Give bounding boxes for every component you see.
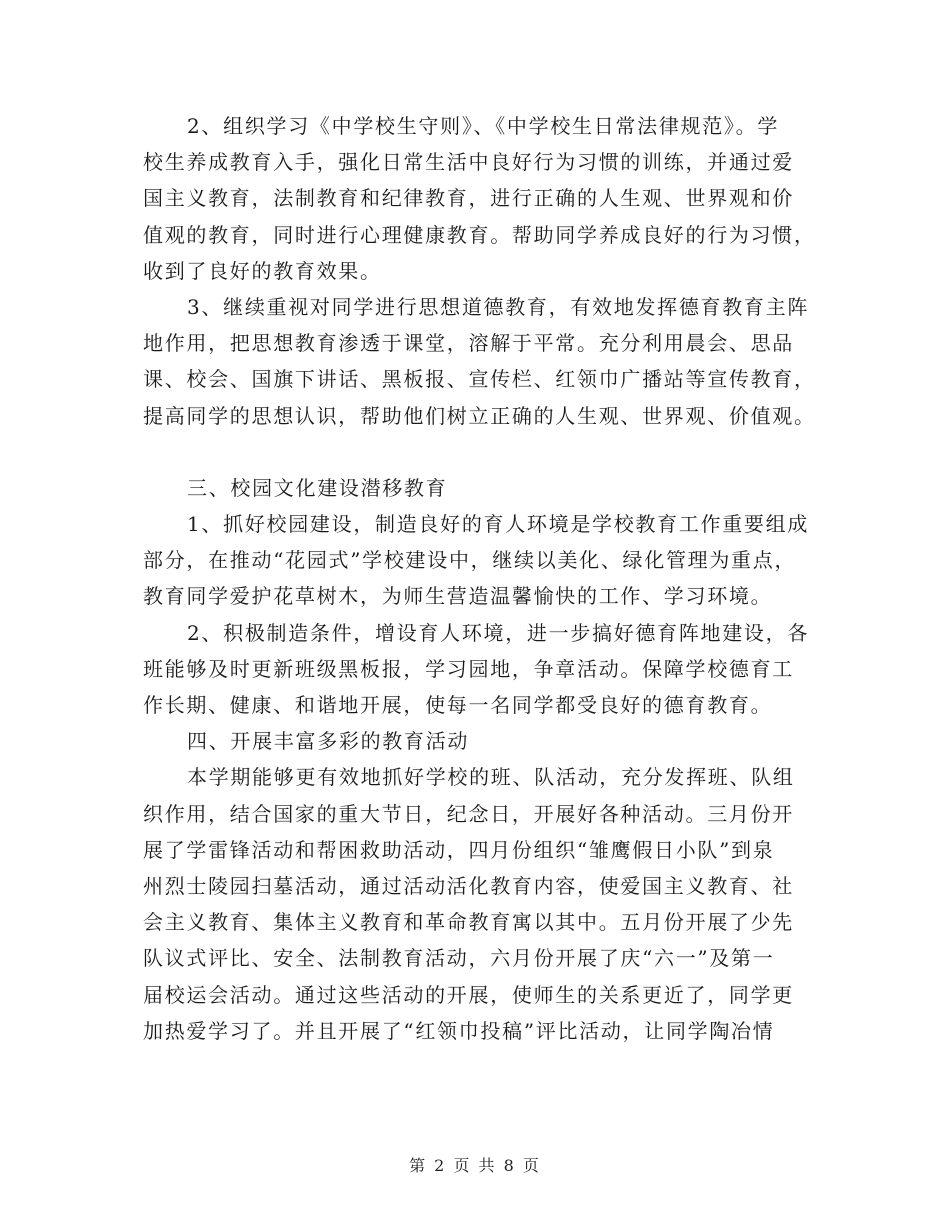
text-line: 会主义教育、集体主义教育和革命教育寓以其中。五月份开展了少先 bbox=[143, 910, 794, 935]
page-number-footer: 第 2 页 共 8 页 bbox=[409, 1156, 541, 1175]
text-line: 值观的教育，同时进行心理健康教育。帮助同学养成良好的行为习惯， bbox=[143, 222, 816, 247]
text-line: 本学期能够更有效地抓好学校的班、队活动，充分发挥班、队组 bbox=[187, 765, 795, 790]
text-line: 四、开展丰富多彩的教育活动 bbox=[187, 729, 470, 754]
text-line: 展了学雷锋活动和帮困救助活动，四月份组织“雏鹰假日小队”到泉 bbox=[143, 837, 775, 862]
blank-line bbox=[143, 434, 807, 470]
text-line: 2、组织学习《中学校生守则》、《中学校生日常法律规范》。学 bbox=[187, 114, 780, 138]
text-line: 地作用，把思想教育渗透于课堂，溶解于平常。充分利用晨会、思品 bbox=[143, 331, 794, 356]
text-line: 课、校会、国旗下讲话、黑板报、宣传栏、红领巾广播站等宣传教育， bbox=[143, 367, 816, 392]
text-line: 队议式评比、安全、法制教育活动，六月份开展了庆“六一”及第一 bbox=[143, 946, 775, 971]
document-body bbox=[143, 108, 816, 1049]
text-line: 收到了良好的教育效果。 bbox=[143, 258, 382, 283]
text-line: 2、积极制造条件，增设育人环境，进一步搞好德育阵地建设，各 bbox=[187, 620, 810, 645]
text-line: 州烈士陵园扫墓活动，通过活动活化教育内容，使爱国主义教育、社 bbox=[143, 873, 794, 898]
text-line: 校生养成教育入手，强化日常生活中良好行为习惯的训练，并通过爱 bbox=[143, 150, 794, 175]
text-line: 三、校园文化建设潜移教育 bbox=[187, 475, 448, 500]
text-line: 教育同学爱护花草树木，为师生营造温馨愉快的工作、学习环境。 bbox=[143, 584, 773, 609]
text-line: 届校运会活动。通过这些活动的开展，使师生的关系更近了，同学更 bbox=[143, 982, 794, 1007]
text-line: 班能够及时更新班级黑板报，学习园地，争章活动。保障学校德育工 bbox=[143, 656, 794, 681]
text-line: 提高同学的思想认识，帮助他们树立正确的人生观、世界观、价值观。 bbox=[143, 403, 816, 428]
text-line: 织作用，结合国家的重大节日，纪念日，开展好各种活动。三月份开 bbox=[143, 801, 794, 826]
text-line: 加热爱学习了。并且开展了“红领巾投稿”评比活动，让同学陶冶情 bbox=[143, 1018, 775, 1043]
text-line: 3、继续重视对同学进行思想道德教育，有效地发挥德育教育主阵 bbox=[187, 294, 810, 319]
text-line: 1、抓好校园建设，制造良好的育人环境是学校教育工作重要组成 bbox=[187, 512, 810, 537]
text-line: 作长期、健康、和谐地开展，使每一名同学都受良好的德育教育。 bbox=[143, 693, 773, 717]
text-line: 部分，在推动“花园式”学校建设中，继续以美化、绿化管理为重点， bbox=[143, 548, 797, 573]
text-line: 国主义教育，法制教育和纪律教育，进行正确的人生观、世界观和价 bbox=[143, 186, 794, 211]
